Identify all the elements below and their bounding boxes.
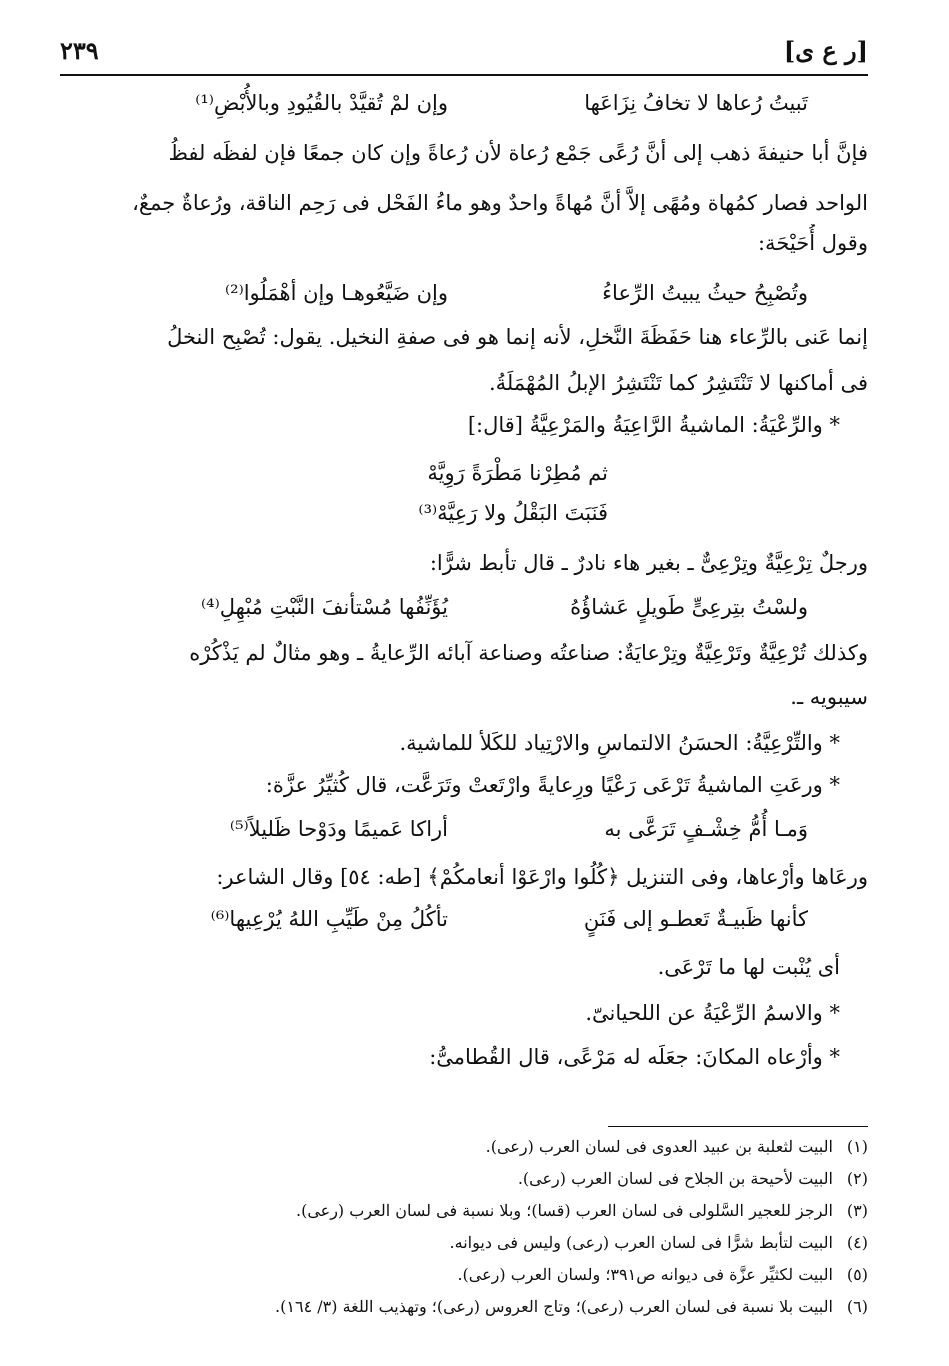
footnote bbox=[60, 1230, 868, 1256]
text-line: * والتِّرْعِيَّةُ: الحسَنُ الالتماسِ والارْتِياد للكَلأ للماشية. bbox=[399, 731, 840, 755]
verse-second-hemistich: أراكا عَميمًا ودَوْحا ظَليلاً⁽⁵⁾ bbox=[229, 817, 448, 841]
footnote-number: (١) bbox=[846, 1137, 868, 1156]
verse-first-hemistich: وَمـا أُمُّ خِشْـفٍ تَرَعَّى به bbox=[604, 817, 808, 841]
footnote-number: (٤) bbox=[846, 1233, 868, 1252]
footnote-number: (٢) bbox=[846, 1169, 868, 1188]
footnote bbox=[60, 1262, 868, 1288]
verse-line: ثم مُطِرْنا مَطْرَةً رَوِيَّهْ bbox=[427, 461, 608, 485]
text-line: أى يُنْبت لها ما تَرْعَى. bbox=[657, 955, 840, 979]
text-line: * والاسمُ الرِّعْيَةُ عن اللحيانىّ. bbox=[585, 1001, 840, 1025]
verse-first-hemistich: ولسْتُ بتِرعِىٍّ طَويلٍ عَشاؤُهُ bbox=[570, 595, 808, 619]
text-line: * وأرْعاه المكانَ: جعَلَه له مَرْعًى، قال القُطامىُّ: bbox=[429, 1045, 840, 1069]
text-line: فى أماكنها لا تَنْتَشِرُ كما تَنْتَشِرُ الإبلُ المُهْمَلَةُ. bbox=[489, 371, 868, 395]
footnote bbox=[60, 1134, 868, 1160]
text-line: * والرِّعْيَةُ: الماشيةُ الرَّاعِيَةُ والمَرْعِيَّةُ [قال:] bbox=[467, 413, 840, 437]
text-line: ورعَاها وأرْعاها، وفى التنزيل ﴿كُلُوا وارْعَوْا أنعامكُمْ﴾ [طه: ٥٤] وقال الشاعر: bbox=[216, 865, 868, 889]
text-line: فإنَّ أبا حنيفةَ ذهب إلى أنَّ رُعًى جَمْع رُعاة لأن رُعاةً وإن كان جمعًا فإن لفظَه لفظُ bbox=[168, 141, 868, 165]
verse-line: فَنَبَتَ البَقْلُ ولا رَعِيَّهْ⁽³⁾ bbox=[418, 501, 608, 525]
footnote-text: الرجز للعجير السَّلولى فى لسان العرب (قسا)؛ وبلا نسبة فى لسان العرب (رعى). bbox=[295, 1201, 838, 1220]
page-number: ٢٣٩ bbox=[60, 36, 99, 65]
footnote-text: البيت لكثيِّر عزَّة فى ديوانه ص٣٩١؛ ولسان العرب (رعى). bbox=[457, 1265, 838, 1284]
footnote-number: (٦) bbox=[846, 1297, 868, 1316]
text-line: وقول أُحَيْحَة: bbox=[757, 231, 868, 255]
verse-second-hemistich: وإن لمْ تُقيَّدْ بالقُيُودِ وبالأُبْضِ⁽¹⁾ bbox=[195, 91, 448, 115]
footnote-text: البيت لأحيحة بن الجلاح فى لسان العرب (رعى). bbox=[517, 1169, 838, 1188]
verse-second-hemistich: تأكُلُ مِنْ طَيِّبِ اللهُ يُرْعِيها⁽⁶⁾ bbox=[210, 907, 448, 931]
footnote-rule bbox=[608, 1126, 868, 1127]
text-line: * ورعَتِ الماشيةُ تَرْعَى رَعْيًا ورِعايةً وارْتَعتْ وتَرَعَّت، قال كُثيِّرُ عزَّة: bbox=[265, 773, 840, 797]
footnote bbox=[60, 1294, 868, 1320]
footnote-number: (٥) bbox=[846, 1265, 868, 1284]
verse-first-hemistich: وتُصْبِحُ حيثُ يبيتُ الرِّعاءُ bbox=[602, 281, 808, 305]
verse-second-hemistich: وإن ضَيَّعُوهـا وإن أهْمَلُوا⁽²⁾ bbox=[224, 281, 448, 305]
page bbox=[60, 28, 868, 1348]
text-line: الواحد فصار كمُهاة ومُهًى إلاَّ أنَّ مُهاةً واحدٌ وهو ماءُ الفَحْل فى رَحِم الناقة، ورُعاةٌ جمعٌ، bbox=[132, 191, 868, 215]
page-header bbox=[60, 28, 868, 76]
footnote-text: البيت بلا نسبة فى لسان العرب (رعى)؛ وتاج العروس (رعى)؛ وتهذيب اللغة (٣/ ١٦٤). bbox=[275, 1297, 838, 1316]
running-head: [ر ع ى] bbox=[783, 36, 868, 65]
footnote-number: (٣) bbox=[846, 1201, 868, 1220]
text-line: وكذلك تُرْعِيَّةٌ وتَرْعِيَّةٌ وتِرْعايَةٌ: صناعتُه وصناعة آبائه الرِّعايةُ ـ وهو مثالٌ لم يَذْكُرْه bbox=[189, 641, 868, 665]
verse-first-hemistich: تَبيتُ رُعاها لا تخافُ نِزَاعَها bbox=[584, 91, 808, 115]
footnote bbox=[60, 1198, 868, 1224]
footnote-text: البيت لثعلبة بن عبيد العدوى فى لسان العرب (رعى). bbox=[485, 1137, 838, 1156]
text-line: سيبويه ـ. bbox=[790, 685, 868, 709]
footnote-text: البيت لتأبط شرًّا فى لسان العرب (رعى) وليس فى ديوانه. bbox=[449, 1233, 838, 1252]
verse-first-hemistich: كأنها ظَبيـةٌ تَعطـو إلى فَنَنٍ bbox=[583, 907, 808, 931]
footnote bbox=[60, 1166, 868, 1192]
verse-second-hemistich: يُؤَنِّفُها مُسْتأنفَ النَّبْتِ مُبْهِلِ⁽⁴⁾ bbox=[200, 595, 448, 619]
text-line: ورجلٌ تِرْعِيَّةٌ وتِرْعِىٌّ ـ بغير هاء نادرٌ ـ قال تأبط شرًّا: bbox=[429, 551, 868, 575]
text-line: إنما عَنى بالرِّعاء هنا حَفَظَةَ النَّخلِ، لأنه إنما هو فى صفةِ النخيل. يقول: تُصْبِح النخلُ bbox=[167, 325, 868, 349]
